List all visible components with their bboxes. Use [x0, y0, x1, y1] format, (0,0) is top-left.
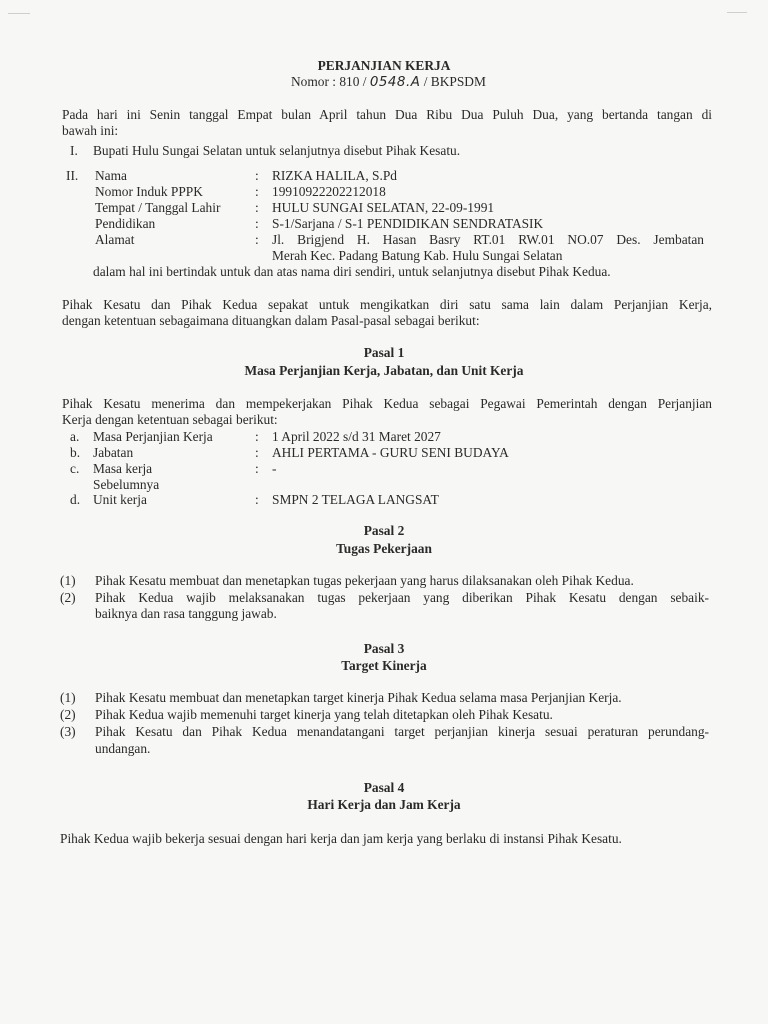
party1-number: I.	[70, 143, 78, 158]
item-value: AHLI PERTAMA - GURU SENI BUDAYA	[272, 445, 509, 460]
agreement-line-2: dengan ketentuan sebagaimana dituangkan dalam Pasal-pasal sebagai berikut:	[62, 313, 480, 328]
clause-text-line2: undangan.	[95, 741, 151, 756]
clause-number: (1)	[60, 690, 76, 705]
colon: :	[255, 168, 259, 183]
intro-line-1: Pada hari ini Senin tanggal Empat bulan April tahun Dua Ribu Dua Puluh Dua, yang bertanda tangan di	[62, 107, 712, 122]
pasal1-line-1: Pihak Kesatu menerima dan mempekerjakan Pihak Kedua sebagai Pegawai Pemerintah dengan Perjanjian	[62, 396, 712, 411]
scan-mark	[727, 12, 747, 13]
field-label-nama: Nama	[95, 168, 127, 183]
scan-mark	[8, 13, 30, 14]
party1-text: Bupati Hulu Sungai Selatan untuk selanjutnya disebut Pihak Kesatu.	[93, 143, 461, 158]
field-label-alamat: Alamat	[95, 232, 135, 247]
field-label-nip: Nomor Induk PPPK	[95, 184, 203, 199]
item-label: Masa Perjanjian Kerja	[93, 429, 213, 444]
field-value-ttl: HULU SUNGAI SELATAN, 22-09-1991	[272, 200, 495, 215]
field-value-alamat-line2: Merah Kec. Padang Batung Kab. Hulu Sungai Selatan	[272, 248, 563, 263]
pasal1-title: Masa Perjanjian Kerja, Jabatan, dan Unit Kerja	[244, 363, 524, 378]
field-label-ttl: Tempat / Tanggal Lahir	[95, 200, 221, 215]
item-label-line2: Sebelumnya	[93, 477, 160, 492]
pasal3-title: Target Kinerja	[341, 658, 427, 673]
number-prefix: Nomor : 810 /	[291, 74, 367, 89]
number-handwritten: 0548.A	[369, 75, 421, 90]
number-suffix: / BKPSDM	[423, 74, 486, 89]
clause-text: Pihak Kesatu dan Pihak Kedua menandatangani target perjanjian kinerja sesuai peraturan perundang-	[95, 724, 709, 739]
clause-number: (3)	[60, 724, 76, 739]
pasal2-heading: Pasal 2	[363, 523, 405, 538]
clause-text: Pihak Kesatu membuat dan menetapkan target kinerja Pihak Kedua selama masa Perjanjian Kerja.	[95, 690, 622, 705]
field-value-nama: RIZKA HALILA, S.Pd	[272, 168, 397, 183]
item-value: 1 April 2022 s/d 31 Maret 2027	[272, 429, 441, 444]
colon: :	[255, 492, 259, 507]
document-number	[291, 74, 486, 91]
colon: :	[255, 461, 259, 476]
pasal4-heading: Pasal 4	[363, 780, 405, 795]
party2-number: II.	[66, 168, 79, 183]
colon: :	[255, 216, 259, 231]
party2-closing: dalam hal ini bertindak untuk dan atas nama diri sendiri, untuk selanjutnya disebut Pihak Kedua.	[93, 264, 611, 279]
item-label: Unit kerja	[93, 492, 147, 507]
pasal1-heading: Pasal 1	[363, 345, 405, 360]
clause-number: (2)	[60, 707, 76, 722]
colon: :	[255, 184, 259, 199]
item-letter: a.	[70, 429, 80, 444]
item-letter: d.	[70, 492, 81, 507]
field-value-pendidikan: S-1/Sarjana / S-1 PENDIDIKAN SENDRATASIK	[272, 216, 544, 231]
clause-number: (1)	[60, 573, 76, 588]
clause-text-line2: baiknya dan rasa tanggung jawab.	[95, 606, 277, 621]
pasal1-line-2: Kerja dengan ketentuan sebagai berikut:	[62, 412, 278, 427]
field-label-pendidikan: Pendidikan	[95, 216, 156, 231]
item-label: Jabatan	[93, 445, 134, 460]
colon: :	[255, 232, 259, 247]
pasal4-text: Pihak Kedua wajib bekerja sesuai dengan hari kerja dan jam kerja yang berlaku di instansi Pihak Kesatu.	[60, 831, 622, 846]
colon: :	[255, 429, 259, 444]
clause-number: (2)	[60, 590, 76, 605]
pasal4-title: Hari Kerja dan Jam Kerja	[307, 797, 461, 812]
item-letter: b.	[70, 445, 81, 460]
colon: :	[255, 445, 259, 460]
item-label: Masa kerja	[93, 461, 153, 476]
pasal3-heading: Pasal 3	[363, 641, 405, 656]
document-title: PERJANJIAN KERJA	[317, 58, 451, 73]
item-value: -	[272, 461, 277, 476]
pasal2-title: Tugas Pekerjaan	[336, 541, 432, 556]
clause-text: Pihak Kesatu membuat dan menetapkan tugas pekerjaan yang harus dilaksanakan oleh Pihak Kedua.	[95, 573, 634, 588]
agreement-line-1: Pihak Kesatu dan Pihak Kedua sepakat untuk mengikatkan diri satu sama lain dalam Perjanjian Kerja,	[62, 297, 712, 312]
field-value-alamat: Jl. Brigjend H. Hasan Basry RT.01 RW.01 NO.07 Des. Jembatan	[272, 232, 704, 247]
item-letter: c.	[70, 461, 80, 476]
field-value-nip: 19910922202212018	[272, 184, 386, 199]
clause-text: Pihak Kedua wajib melaksanakan tugas pekerjaan yang diberikan Pihak Kesatu dengan sebaik-	[95, 590, 709, 605]
intro-line-2: bawah ini:	[62, 123, 119, 138]
colon: :	[255, 200, 259, 215]
item-value: SMPN 2 TELAGA LANGSAT	[272, 492, 439, 507]
clause-text: Pihak Kedua wajib memenuhi target kinerja yang telah ditetapkan oleh Pihak Kesatu.	[95, 707, 553, 722]
